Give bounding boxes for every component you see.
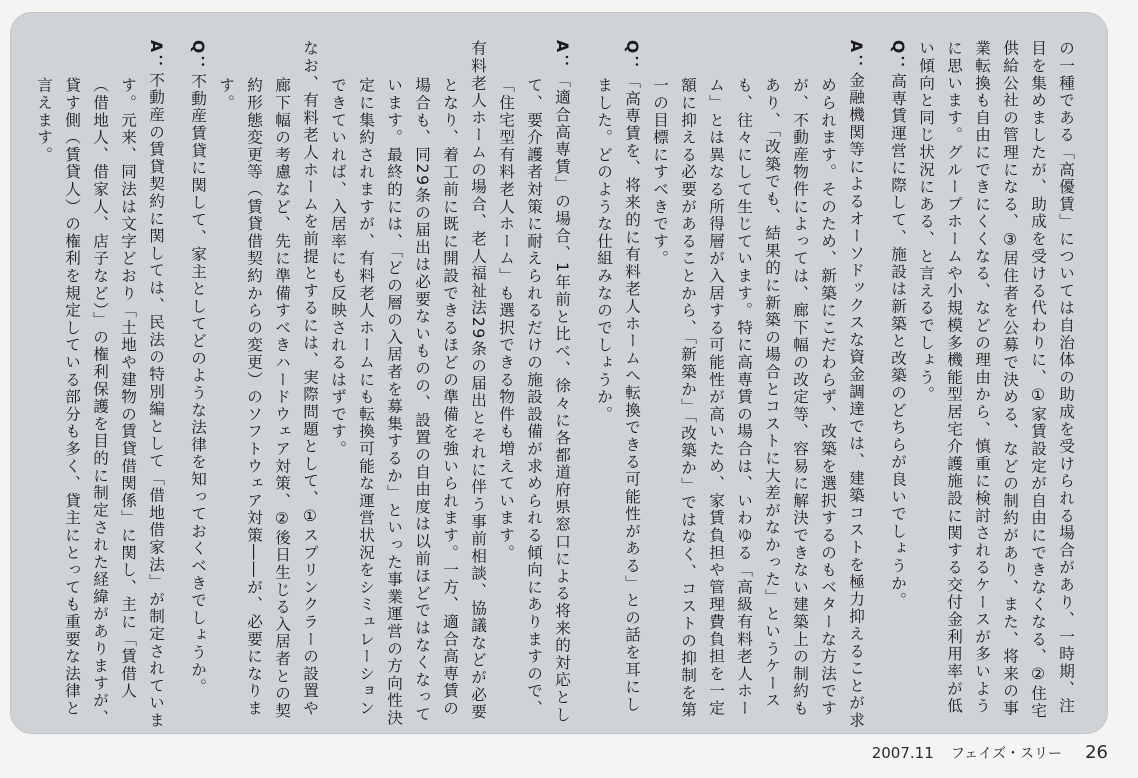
answer-2 (492, 40, 576, 730)
answer-2-paragraph-2 (324, 40, 492, 730)
question-label: Q： (623, 40, 641, 73)
article-paragraph: の一種である「高優賃」については自治体の助成を受けられる場合があり、一時期、注目を集めましたが、助成を受ける代わりに、①家賃設定が自由にできなくなる、②住宅供給公社の管理になる、③居住者を公募で決める、などの制約があり、また、将来の事業転換も自由にできにくくなる、などの理由から、慎重に検討されるケースが多いように思います。グループホームや小規模多機能型居宅介護施設に関する交付金利用率が低い傾向と同じ状況にある、と言えるでしょう。 (917, 40, 1075, 720)
question-text: 高専賃運営に際して、施設は新築と改築のどちらが良いでしょうか。 (889, 72, 907, 610)
answer-label: A： (553, 40, 571, 72)
question-text: 不動産賃貸に関して、家主としてどのような法律を知っておくべきでしょうか。 (189, 72, 207, 696)
page-number: 26 (1085, 742, 1108, 763)
question-2 (590, 40, 646, 730)
answer-2-paragraph-3 (212, 40, 324, 730)
article-body (35, 40, 1080, 730)
answer-1 (646, 40, 870, 730)
question-label: Q： (889, 40, 907, 73)
answer-text: 不動産の賃貸契約に関しては、民法の特別編として「借地借家法」が制定されています。元来、同法は文字どおり「土地や建物の賃貸借関係」に関し、主に「賃借人（借地人、借家人、店子など）」の権利保護を目的に制定された経緯がありますが、貸す側（賃貸人）の権利を規定している部分も多く、貸主にとっても重要な法律と言えます。 (35, 71, 165, 730)
question-label: Q： (189, 40, 207, 73)
question-1 (884, 40, 912, 730)
page-footer (0, 742, 1108, 772)
question-3 (184, 40, 212, 730)
answer-text: なお、有料老人ホームを前提とするには、実際問題として、①スプリンクラーの設置や廊下幅の考慮など、先に準備すべきハードウェア対策、②後日生じる入居者との契約形態変更等（賃貸借契約からの変更）のソフトウェア対策――が、必要になります。 (217, 40, 319, 720)
answer-3 (30, 40, 170, 730)
answer-label: A： (147, 40, 165, 72)
answer-label: A： (847, 40, 865, 72)
answer-text: 有料老人ホームの場合、老人福祉法29条の届出とそれに伴う事前相談、協議などが必要となり、着工前に既に開設できるほどの準備を強いられます。一方、適合高専賃の場合も、同29条の届出は必要ないものの、設置の自由度は以前ほどではなくなっています。最終的には、「どの層の入居者を募集するか」といった事業運営の方向性決定に集約されますが、有料老人ホームにも転換可能な運営状況をシミュレーションできていれば、入居率にも反映されるはずです。 (329, 40, 487, 728)
answer-text: 金融機関等によるオーソドックスな資金調達では、建築コストを極力抑えることが求められます。そのため、新築にこだわらず、改築を選択するのもベターな方法ですが、不動産物件によっては、廊下幅の改定等、容易に解決できない建築上の制約もあり、「改築でも、結果的に新築の場合とコストに大差がなかった」というケースも、往々にして生じています。特に高専賃の場合は、いわゆる「高級有料老人ホーム」とは異なる所得層が入居する可能性が高いため、家賃負担や管理費負担を一定額に抑える必要があることから、「新築か」「改築か」ではなく、コストの抑制を第一の目標にすべきです。 (651, 71, 865, 730)
magazine-name: フェイズ・スリー (950, 745, 1062, 762)
question-text: 「高専賃を、将来的に有料老人ホームへ転換できる可能性がある」との話を耳にしました。どのような仕組みなのでしょうか。 (595, 72, 641, 713)
answer-text: 「適合高専賃」の場合、1年前と比べ、徐々に各都道府県窓口による将来的対応として、要介護者対策に耐えられるだけの施設設備が求められる傾向にありますので、「住宅型有料老人ホーム」も選択できる物件も増えています。 (497, 71, 571, 724)
issue-date: 2007.11 (871, 743, 934, 762)
